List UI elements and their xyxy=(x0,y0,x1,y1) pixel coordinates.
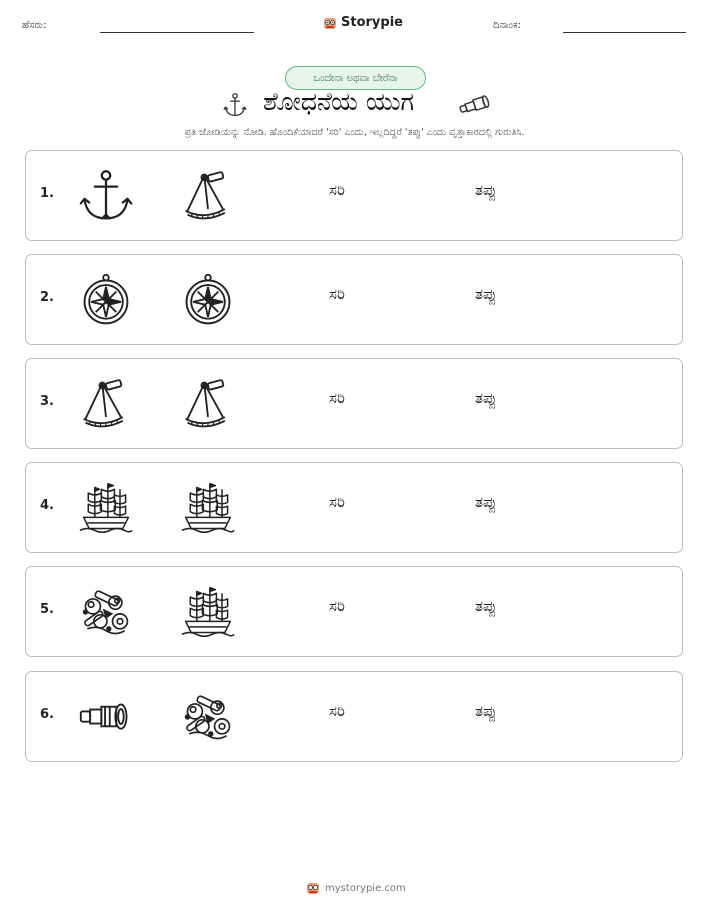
option-wrong[interactable]: ತಪ್ಪು xyxy=(475,493,497,511)
option-correct[interactable]: ಸರಿ xyxy=(329,181,345,199)
date-label: ದಿನಾಂಕ: xyxy=(493,20,521,31)
option-correct[interactable]: ಸರಿ xyxy=(329,493,345,511)
question-number: 1. xyxy=(40,186,54,201)
question-number: 3. xyxy=(40,394,54,409)
anchor-icon xyxy=(222,91,248,123)
name-field[interactable] xyxy=(100,32,254,33)
date-field[interactable] xyxy=(563,32,686,33)
footer-url: mystorypie.com xyxy=(325,882,406,894)
instructions: ಪ್ರತಿ ಜೋಡಿಯನ್ನು ನೋಡಿ. ಹೊಂದಿಕೆಯಾದರೆ 'ಸರಿ' ಎಂದು, ಇಲ್ಲದಿದ್ದರೆ 'ತಪ್ಪು' ಎಂದು ವೃತ್ತಾಕಾರದಲ್ಲಿ ಗುರುತಿಸಿ. xyxy=(184,127,525,138)
option-correct[interactable]: ಸರಿ xyxy=(329,285,345,303)
ship-icon xyxy=(78,480,134,536)
telescope-icon xyxy=(78,689,134,745)
question-number: 2. xyxy=(40,290,54,305)
storypie-mascot-icon xyxy=(323,16,337,30)
brand-name: Storypie xyxy=(341,15,403,30)
sextant-icon xyxy=(180,376,236,432)
question-number: 6. xyxy=(40,707,54,722)
option-wrong[interactable]: ತಪ್ಪು xyxy=(475,597,497,615)
footer xyxy=(306,881,406,895)
question-number: 5. xyxy=(40,602,54,617)
question-row xyxy=(25,358,683,449)
option-wrong[interactable]: ತಪ್ಪು xyxy=(475,181,497,199)
page-title: ಶೋಧನೆಯ ಯುಗ xyxy=(263,87,415,116)
option-correct[interactable]: ಸರಿ xyxy=(329,597,345,615)
ship-icon xyxy=(180,480,236,536)
brand-logo xyxy=(323,15,403,30)
question-row xyxy=(25,254,683,345)
worksheet-type-badge: ಒಂದೇನಾ ಅಥವಾ ಬೇರೆನಾ xyxy=(285,66,426,90)
option-wrong[interactable]: ತಪ್ಪು xyxy=(475,285,497,303)
spices-icon xyxy=(78,584,134,640)
ship-icon xyxy=(180,584,236,640)
sextant-icon xyxy=(180,168,236,224)
compass-icon xyxy=(180,272,236,328)
question-number: 4. xyxy=(40,498,54,513)
question-row xyxy=(25,671,683,762)
question-row xyxy=(25,150,683,241)
anchor-icon xyxy=(78,168,134,224)
name-label: ಹೆಸರು: xyxy=(22,20,47,31)
compass-icon xyxy=(78,272,134,328)
spices-icon xyxy=(180,689,236,745)
sextant-icon xyxy=(78,376,134,432)
option-correct[interactable]: ಸರಿ xyxy=(329,702,345,720)
telescope-icon xyxy=(458,93,492,121)
option-wrong[interactable]: ತಪ್ಪು xyxy=(475,702,497,720)
question-row xyxy=(25,566,683,657)
storypie-mascot-icon xyxy=(306,881,320,895)
question-row xyxy=(25,462,683,553)
option-correct[interactable]: ಸರಿ xyxy=(329,389,345,407)
option-wrong[interactable]: ತಪ್ಪು xyxy=(475,389,497,407)
